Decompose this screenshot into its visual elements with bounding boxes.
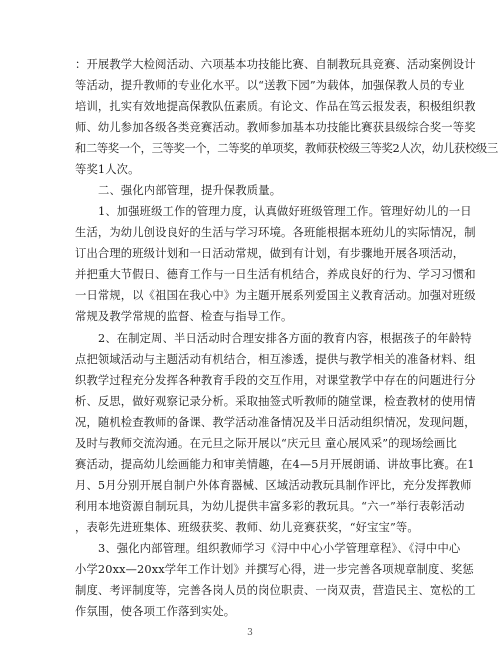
text-line: 并把重大节假日、德育工作与一日生活有机结合，养成良好的行为、学习习惯和 [75, 268, 476, 281]
text-line: 订出合理的班级计划和一日活动常规，做到有计划，有步骤地开展各项活动， [75, 247, 465, 260]
text-line: 师、幼儿参加各级各类竞赛活动。教师参加基本功技能比赛获县级综合奖一等奖 [75, 121, 476, 134]
text-line: 析、反思，做好观察记录分析。采取抽签式听教师的随堂课，检查教材的使用情 [75, 395, 476, 408]
text-line: 月、5月分别开展自制户外体育器械、区域活动教玩具制作评比，充分发挥教师 [75, 479, 472, 492]
text-line: 等奖1人次。 [75, 163, 140, 176]
text-line: 3、强化内部管理。组织教师学习《浔中中心小学管理章程》、《浔中中心 [98, 542, 461, 555]
text-line: ，表彰先进班集体、班级获奖、教师、幼儿竞赛获奖，“好宝宝”等。 [75, 521, 419, 534]
text-line: 况，随机检查教师的备课、教学活动准备情况及半日活动组织情况，发现问题， [75, 416, 476, 429]
text-line: 赛活动，提高幼儿绘画能力和审美情趣，在4—5月开展朗诵、讲故事比赛。在1 [75, 458, 475, 471]
text-line: 和二等奖一个，三等奖一个，二等奖的单项奖，教师获校级三等奖2人次，幼儿获校级三 [75, 142, 498, 155]
text-line: 点把领域活动与主题活动有机结合，相互渗透，提供与教学相关的准备材料、组 [75, 353, 476, 366]
text-line: 一日常规，以《祖国在我心中》为主题开展系列爱国主义教育活动。加强对班级 [75, 289, 476, 302]
text-line: ：开展教学大检阅活动、六项基本功技能比赛、自制教玩具竞赛、活动案例设计 [75, 58, 476, 71]
text-line: 利用本地资源自制玩具，为幼儿提供丰富多彩的教玩具。“六一”举行表彰活动 [75, 500, 465, 513]
text-line: 作氛围，使各项工作落到实处。 [75, 605, 236, 618]
text-line: 织教学过程充分发挥各种教育手段的交互作用，对课堂教学中存在的问题进行分 [75, 374, 476, 387]
text-line: 培训，扎实有效地提高保教队伍素质。有论文、作品在笃云报发表，积极组织教 [75, 100, 476, 113]
text-line: 等活动，提升教师的专业化水平。以“送教下园”为载体，加强保教人员的专业 [75, 79, 465, 92]
text-line: 小学20xx—20xx学年工作计划》并撰写心得，进一步完善各项规章制度、奖惩 [75, 563, 474, 576]
text-line: 常规及教学常规的监督、检查与指导工作。 [75, 310, 293, 323]
text-line: 及时与教师交流沟通。在元旦之际开展以“庆元旦 童心展风采”的现场绘画比 [75, 437, 457, 450]
section-heading: 二、强化内部管理，提升保教质量。 [98, 184, 282, 197]
text-line: 生活，为幼儿创设良好的生活与学习环境。各班能根据本班幼儿的实际情况，制 [75, 226, 476, 239]
page-number: 3 [247, 628, 253, 638]
text-line: 1、加强班级工作的管理力度，认真做好班级管理工作。管理好幼儿的一日 [98, 205, 472, 218]
text-line: 2、在制定周、半日活动时合理安排各方面的教育内容，根据孩子的年龄特 [98, 332, 472, 345]
text-line: 制度、考评制度等，完善各岗人员的岗位职责、一岗双责，营造民主、宽松的工 [75, 584, 476, 597]
